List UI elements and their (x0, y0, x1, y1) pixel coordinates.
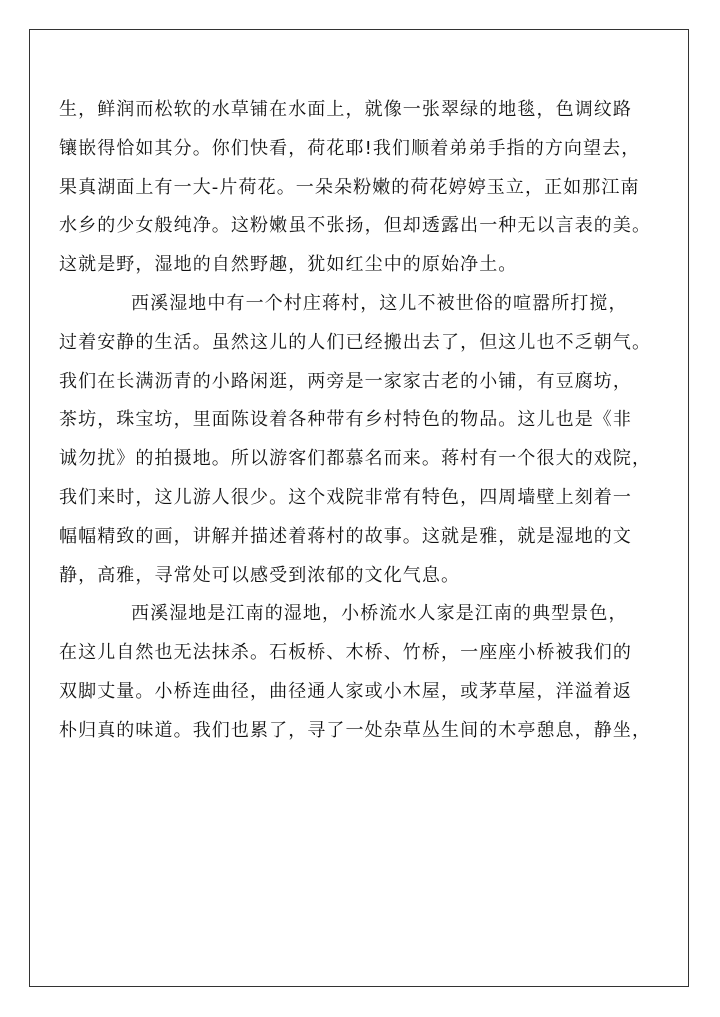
text-line: 过着安静的生活。虽然这儿的人们已经搬出去了，但这儿也不乏朝气。 (59, 331, 652, 353)
text-line: 茶坊，珠宝坊，里面陈设着各种带有乡村特色的物品。这儿也是《非 (59, 409, 632, 431)
text-line: 我们在长满沥青的小路闲逛，两旁是一家家古老的小铺，有豆腐坊， (59, 370, 632, 392)
text-line: 镶嵌得恰如其分。你们快看，荷花耶!我们顺着弟弟手指的方向望去， (59, 137, 641, 159)
text-line: 在这儿自然也无法抹杀。石板桥、木桥、竹桥，一座座小桥被我们的 (59, 642, 632, 664)
text-line: 静，高雅，寻常处可以感受到浓郁的文化气息。 (59, 564, 461, 586)
document-body (59, 91, 669, 751)
text-line: 这就是野，湿地的自然野趣，犹如红尘中的原始净土。 (59, 254, 518, 276)
paragraph-start-line: 西溪湿地中有一个村庄蒋村，这儿不被世俗的喧嚣所打搅， (131, 292, 628, 314)
text-line: 我们来时，这儿游人很少。这个戏院非常有特色，四周墙壁上刻着一 (59, 486, 632, 508)
text-line: 生，鲜润而松软的水草铺在水面上，就像一张翠绿的地毯，色调纹路 (59, 99, 632, 120)
text-line: 幅幅精致的画，讲解并描述着蒋村的故事。这就是雅，就是湿地的文 (59, 525, 632, 547)
text-line: 果真湖面上有一大-片荷花。一朵朵粉嫩的荷花婷婷玉立，正如那江南 (59, 176, 640, 198)
text-line: 双脚丈量。小桥连曲径，曲径通人家或小木屋，或茅草屋，洋溢着返 (59, 680, 632, 702)
text-line: 诚勿扰》的拍摄地。所以游客们都慕名而来。蒋村有一个很大的戏院， (59, 448, 652, 470)
text-line: 水乡的少女般纯净。这粉嫩虽不张扬，但却透露出一种无以言表的美。 (59, 215, 652, 237)
text-line: 朴归真的味道。我们也累了，寻了一处杂草丛生间的木亭憩息，静坐， (59, 719, 652, 741)
paragraph-start-line: 西溪湿地是江南的湿地，小桥流水人家是江南的典型景色， (131, 603, 628, 625)
